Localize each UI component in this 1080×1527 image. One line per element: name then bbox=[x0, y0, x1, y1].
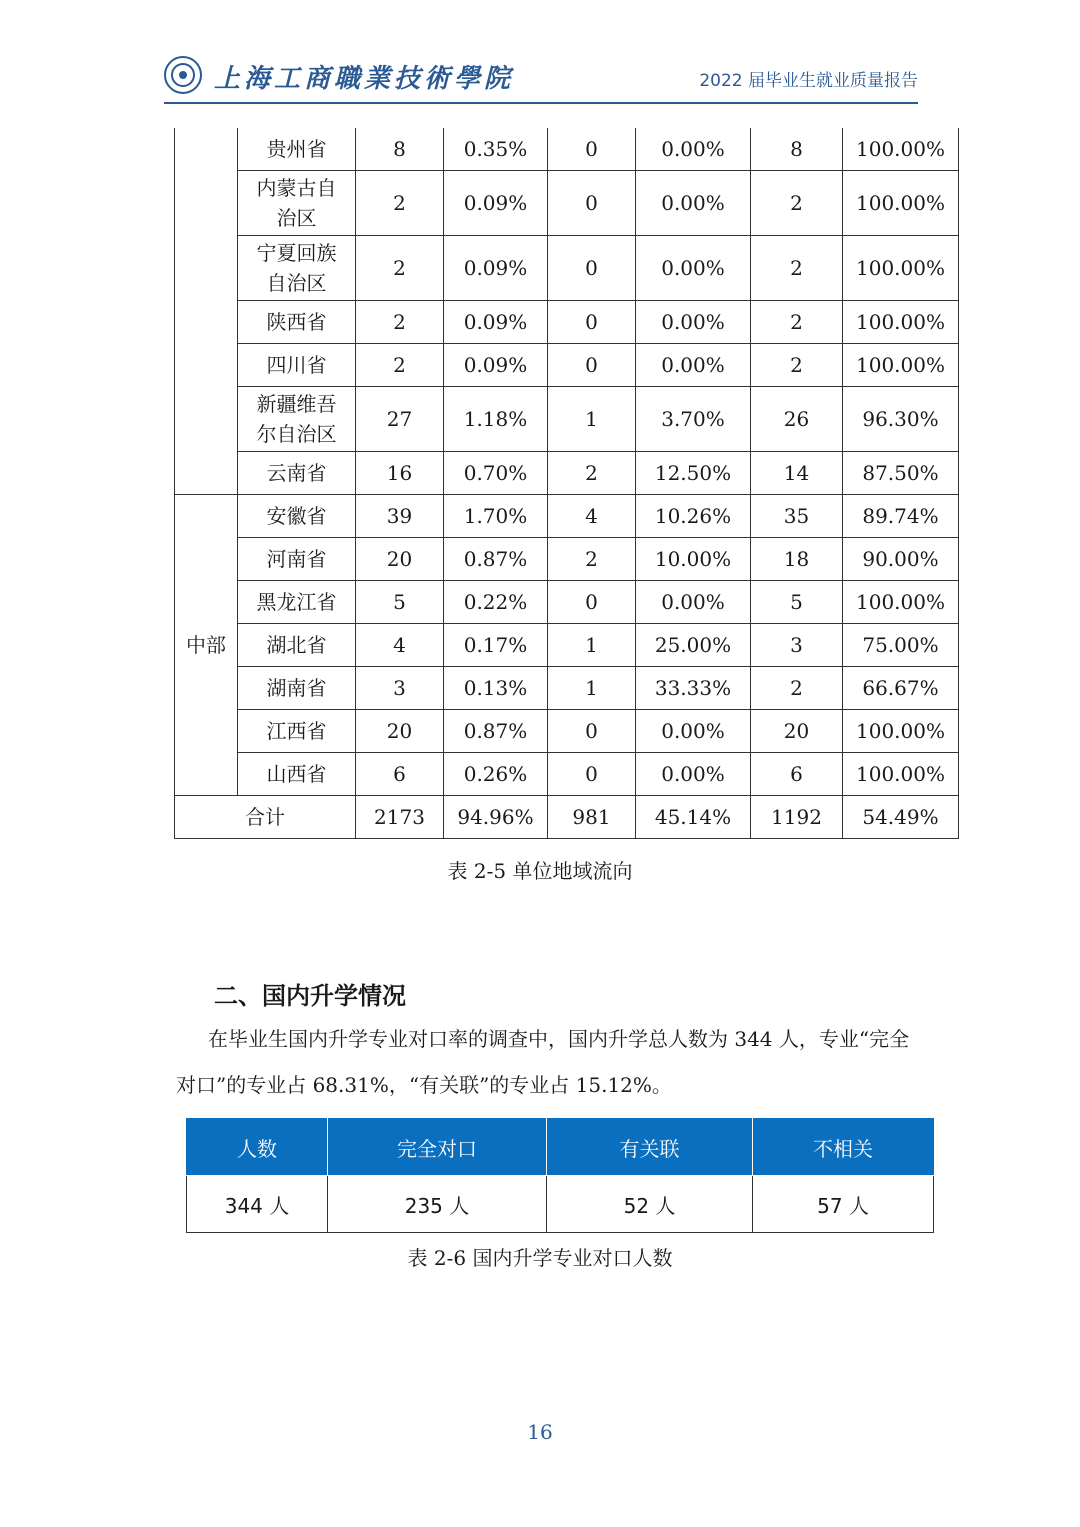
value-cell: 0.35% bbox=[444, 128, 548, 171]
table-row bbox=[175, 344, 959, 387]
value-cell: 0 bbox=[548, 710, 636, 753]
value-cell: 2 bbox=[548, 538, 636, 581]
regional-flow-table bbox=[174, 128, 959, 839]
value-cell: 0.17% bbox=[444, 624, 548, 667]
value-cell: 235 人 bbox=[328, 1176, 547, 1233]
value-cell: 0.00% bbox=[636, 581, 751, 624]
value-cell: 1 bbox=[548, 387, 636, 452]
value-cell: 5 bbox=[751, 581, 843, 624]
value-cell: 57 人 bbox=[753, 1176, 934, 1233]
value-cell: 1.70% bbox=[444, 495, 548, 538]
province-cell: 云南省 bbox=[238, 452, 356, 495]
province-cell: 黑龙江省 bbox=[238, 581, 356, 624]
value-cell: 18 bbox=[751, 538, 843, 581]
header-cell: 人数 bbox=[187, 1119, 328, 1176]
province-cell: 陕西省 bbox=[238, 301, 356, 344]
value-cell: 0.09% bbox=[444, 344, 548, 387]
province-cell: 四川省 bbox=[238, 344, 356, 387]
value-cell: 87.50% bbox=[843, 452, 959, 495]
region-cell: 中部 bbox=[175, 495, 238, 796]
value-cell: 2 bbox=[548, 452, 636, 495]
value-cell: 100.00% bbox=[843, 581, 959, 624]
value-cell: 3 bbox=[751, 624, 843, 667]
table-row bbox=[187, 1176, 934, 1233]
value-cell: 100.00% bbox=[843, 236, 959, 301]
section-title: 二、国内升学情况 bbox=[214, 981, 406, 1010]
value-cell: 1 bbox=[548, 624, 636, 667]
table-row bbox=[175, 236, 959, 301]
report-title: 2022 届毕业生就业质量报告 bbox=[699, 71, 918, 91]
province-cell: 河南省 bbox=[238, 538, 356, 581]
value-cell: 0 bbox=[548, 753, 636, 796]
value-cell: 0.26% bbox=[444, 753, 548, 796]
value-cell: 0.00% bbox=[636, 236, 751, 301]
value-cell: 0 bbox=[548, 581, 636, 624]
value-cell: 0.22% bbox=[444, 581, 548, 624]
total-value-cell: 54.49% bbox=[843, 796, 959, 839]
total-value-cell: 94.96% bbox=[444, 796, 548, 839]
value-cell: 6 bbox=[356, 753, 444, 796]
value-cell: 0.87% bbox=[444, 538, 548, 581]
value-cell: 8 bbox=[751, 128, 843, 171]
header-cell: 有关联 bbox=[547, 1119, 753, 1176]
value-cell: 344 人 bbox=[187, 1176, 328, 1233]
total-value-cell: 1192 bbox=[751, 796, 843, 839]
province-cell: 内蒙古自治区 bbox=[238, 171, 356, 236]
table-row bbox=[175, 452, 959, 495]
table-caption: 表 2-5 单位地域流向 bbox=[447, 859, 633, 883]
table-caption: 表 2-6 国内升学专业对口人数 bbox=[407, 1246, 673, 1270]
value-cell: 12.50% bbox=[636, 452, 751, 495]
province-cell: 贵州省 bbox=[238, 128, 356, 171]
table-row bbox=[175, 387, 959, 452]
value-cell: 6 bbox=[751, 753, 843, 796]
value-cell: 1 bbox=[548, 667, 636, 710]
value-cell: 3.70% bbox=[636, 387, 751, 452]
school-logo-icon bbox=[164, 56, 202, 94]
value-cell: 0 bbox=[548, 171, 636, 236]
value-cell: 2 bbox=[356, 344, 444, 387]
value-cell: 26 bbox=[751, 387, 843, 452]
table-row bbox=[175, 624, 959, 667]
value-cell: 100.00% bbox=[843, 710, 959, 753]
value-cell: 4 bbox=[356, 624, 444, 667]
value-cell: 20 bbox=[751, 710, 843, 753]
header-cell: 完全对口 bbox=[328, 1119, 547, 1176]
table-row bbox=[175, 301, 959, 344]
table-row bbox=[175, 667, 959, 710]
value-cell: 2 bbox=[356, 301, 444, 344]
table-header-row bbox=[187, 1119, 934, 1176]
value-cell: 100.00% bbox=[843, 344, 959, 387]
value-cell: 39 bbox=[356, 495, 444, 538]
value-cell: 89.74% bbox=[843, 495, 959, 538]
value-cell: 3 bbox=[356, 667, 444, 710]
value-cell: 2 bbox=[751, 171, 843, 236]
total-row bbox=[175, 796, 959, 839]
value-cell: 1.18% bbox=[444, 387, 548, 452]
value-cell: 100.00% bbox=[843, 171, 959, 236]
value-cell: 10.26% bbox=[636, 495, 751, 538]
value-cell: 0.00% bbox=[636, 171, 751, 236]
total-label: 合计 bbox=[175, 796, 356, 839]
total-value-cell: 2173 bbox=[356, 796, 444, 839]
value-cell: 0 bbox=[548, 301, 636, 344]
value-cell: 0 bbox=[548, 236, 636, 301]
value-cell: 8 bbox=[356, 128, 444, 171]
province-cell: 江西省 bbox=[238, 710, 356, 753]
header-cell: 不相关 bbox=[753, 1119, 934, 1176]
value-cell: 0.09% bbox=[444, 171, 548, 236]
school-name: 上海工商職業技術學院 bbox=[214, 64, 515, 94]
value-cell: 16 bbox=[356, 452, 444, 495]
value-cell: 35 bbox=[751, 495, 843, 538]
value-cell: 20 bbox=[356, 710, 444, 753]
value-cell: 0.09% bbox=[444, 301, 548, 344]
province-cell: 山西省 bbox=[238, 753, 356, 796]
province-cell: 湖北省 bbox=[238, 624, 356, 667]
value-cell: 5 bbox=[356, 581, 444, 624]
value-cell: 25.00% bbox=[636, 624, 751, 667]
value-cell: 75.00% bbox=[843, 624, 959, 667]
value-cell: 66.67% bbox=[843, 667, 959, 710]
value-cell: 96.30% bbox=[843, 387, 959, 452]
value-cell: 2 bbox=[751, 667, 843, 710]
table-row bbox=[175, 495, 959, 538]
value-cell: 0.00% bbox=[636, 710, 751, 753]
table-row bbox=[175, 128, 959, 171]
value-cell: 20 bbox=[356, 538, 444, 581]
province-cell: 湖南省 bbox=[238, 667, 356, 710]
value-cell: 0.00% bbox=[636, 301, 751, 344]
value-cell: 0.13% bbox=[444, 667, 548, 710]
value-cell: 0.70% bbox=[444, 452, 548, 495]
table-row bbox=[175, 581, 959, 624]
table-row bbox=[175, 538, 959, 581]
value-cell: 33.33% bbox=[636, 667, 751, 710]
value-cell: 2 bbox=[356, 171, 444, 236]
value-cell: 0 bbox=[548, 344, 636, 387]
value-cell: 2 bbox=[751, 236, 843, 301]
major-match-table bbox=[186, 1118, 934, 1233]
province-cell: 安徽省 bbox=[238, 495, 356, 538]
value-cell: 2 bbox=[751, 344, 843, 387]
value-cell: 100.00% bbox=[843, 128, 959, 171]
table-row bbox=[175, 753, 959, 796]
header-divider bbox=[164, 102, 918, 104]
page-number: 16 bbox=[527, 1420, 553, 1444]
page-header bbox=[0, 0, 1080, 110]
total-value-cell: 981 bbox=[548, 796, 636, 839]
value-cell: 27 bbox=[356, 387, 444, 452]
total-value-cell: 45.14% bbox=[636, 796, 751, 839]
province-cell: 宁夏回族自治区 bbox=[238, 236, 356, 301]
region-cell bbox=[175, 128, 238, 495]
value-cell: 2 bbox=[356, 236, 444, 301]
value-cell: 0.87% bbox=[444, 710, 548, 753]
value-cell: 10.00% bbox=[636, 538, 751, 581]
value-cell: 90.00% bbox=[843, 538, 959, 581]
value-cell: 14 bbox=[751, 452, 843, 495]
province-cell: 新疆维吾尔自治区 bbox=[238, 387, 356, 452]
value-cell: 0.00% bbox=[636, 128, 751, 171]
value-cell: 100.00% bbox=[843, 301, 959, 344]
value-cell: 0 bbox=[548, 128, 636, 171]
value-cell: 2 bbox=[751, 301, 843, 344]
value-cell: 100.00% bbox=[843, 753, 959, 796]
value-cell: 52 人 bbox=[547, 1176, 753, 1233]
table-row bbox=[175, 710, 959, 753]
body-paragraph: 在毕业生国内升学专业对口率的调查中，国内升学总人数为 344 人，专业“完全对口”的专业占 68.31%，“有关联”的专业占 15.12%。 bbox=[176, 1027, 910, 1097]
value-cell: 0.00% bbox=[636, 344, 751, 387]
value-cell: 0.00% bbox=[636, 753, 751, 796]
table-row bbox=[175, 171, 959, 236]
value-cell: 4 bbox=[548, 495, 636, 538]
value-cell: 0.09% bbox=[444, 236, 548, 301]
